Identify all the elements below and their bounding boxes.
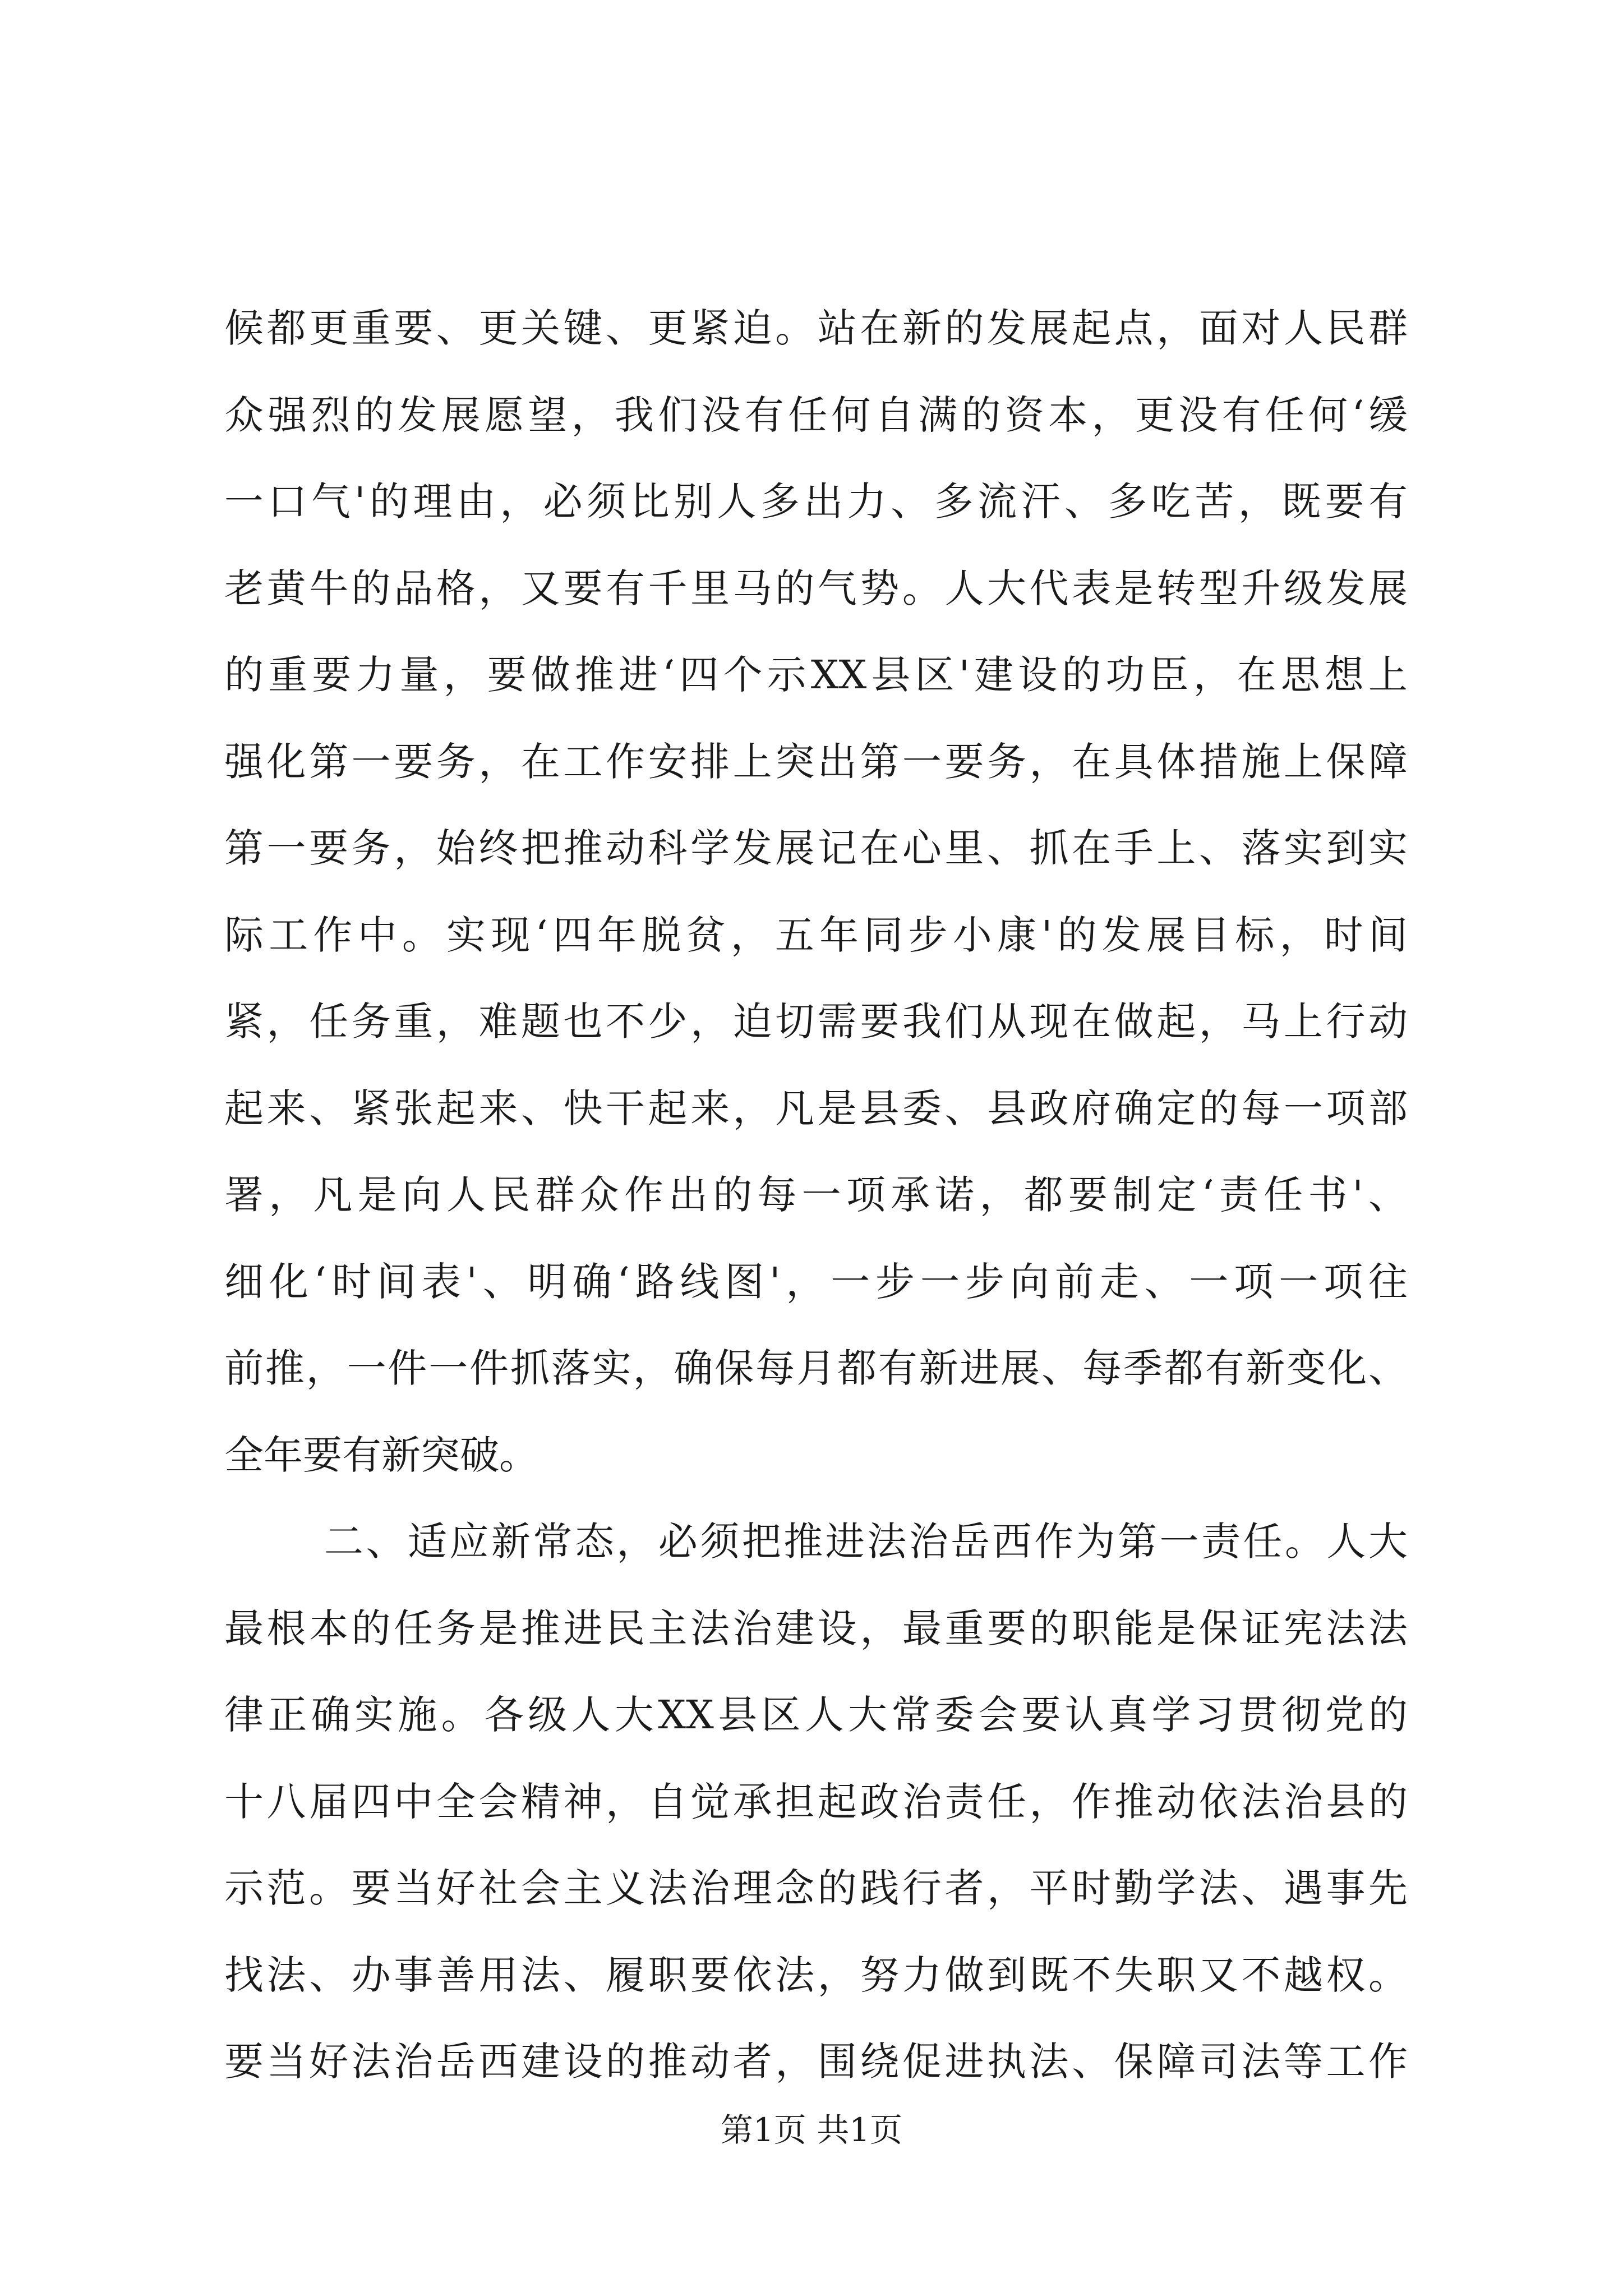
text-line: 十八届四中全会精神，自觉承担起政治责任，作推动依法治县的 (224, 1779, 1408, 1825)
page-number-footer: 第1页 共1页 (720, 2111, 903, 2149)
text-line: 强化第一要务，在工作安排上突出第一要务，在具体措施上保障 (224, 739, 1408, 785)
text-line: 老黄牛的品格，又要有千里马的气势。人大代表是转型升级发展 (224, 565, 1408, 611)
text-line: 际工作中。实现‘四年脱贫，五年同步小康'的发展目标，时间 (224, 912, 1408, 958)
text-line: 的重要力量，要做推进‘四个示XX县区'建设的功臣，在思想上 (224, 652, 1408, 698)
text-line: 署，凡是向人民群众作出的每一项承诺，都要制定‘责任书'、 (224, 1172, 1408, 1218)
text-line: 示范。要当好社会主义法治理念的践行者，平时勤学法、遇事先 (224, 1865, 1408, 1911)
text-line: 第一要务，始终把推动科学发展记在心里、抓在手上、落实到实 (224, 825, 1408, 871)
text-line: 紧，任务重，难题也不少，迫切需要我们从现在做起，马上行动 (224, 999, 1408, 1045)
text-line: 起来、紧张起来、快干起来，凡是县委、县政府确定的每一项部 (224, 1085, 1408, 1131)
text-line: 候都更重要、更关键、更紧迫。站在新的发展起点，面对人民群 (224, 305, 1408, 351)
text-line: 全年要有新突破。 (224, 1432, 538, 1478)
text-line: 最根本的任务是推进民主法治建设，最重要的职能是保证宪法法 (224, 1605, 1408, 1651)
text-line: 律正确实施。各级人大XX县区人大常委会要认真学习贯彻党的 (224, 1692, 1408, 1738)
text-line: 前推，一件一件抓落实，确保每月都有新进展、每季都有新变化、 (224, 1345, 1408, 1391)
text-line: 要当好法治岳西建设的推动者，围绕促进执法、保障司法等工作 (224, 2039, 1408, 2085)
text-line: 找法、办事善用法、履职要依法，努力做到既不失职又不越权。 (224, 1952, 1408, 1998)
text-line: 细化‘时间表'、明确‘路线图'，一步一步向前走、一项一项往 (224, 1259, 1408, 1305)
text-line: 一口气'的理由，必须比别人多出力、多流汗、多吃苦，既要有 (224, 478, 1408, 524)
paragraph-heading-line: 二、适应新常态，必须把推进法治岳西作为第一责任。人大 (324, 1519, 1408, 1565)
text-line: 众强烈的发展愿望，我们没有任何自满的资本，更没有任何‘缓 (224, 392, 1408, 438)
